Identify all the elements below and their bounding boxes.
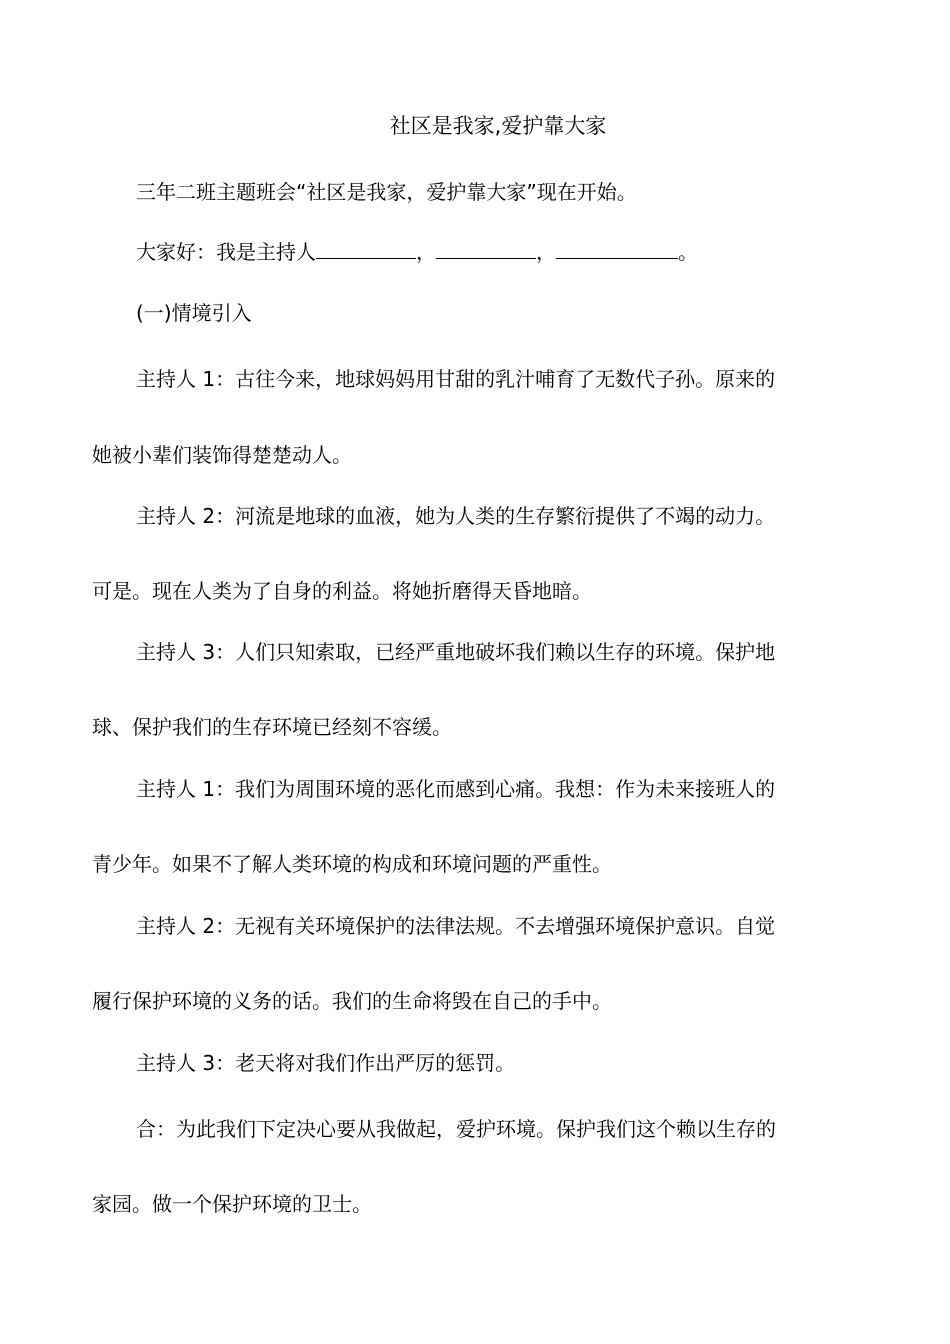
paragraph-line: 主持人 1：我们为周围环境的恶化而感到心痛。我想：作为未来接班人的 (136, 777, 776, 801)
host-name-blank-3 (556, 238, 678, 259)
paragraph-line: 可是。现在人类为了自身的利益。将她折磨得天昏地暗。 (92, 579, 592, 603)
paragraph-line: 主持人 3：老天将对我们作出严厉的惩罚。 (136, 1051, 516, 1075)
greeting-paragraph (136, 238, 698, 266)
paragraph-line: 主持人 2：河流是地球的血液，她为人类的生存繁衍提供了不竭的动力。 (136, 504, 776, 528)
document-title: 社区是我家,爱护靠大家 (389, 114, 607, 138)
paragraph-line: 家园。做一个保护环境的卫士。 (92, 1192, 372, 1216)
paragraph-line: 履行保护环境的义务的话。我们的生命将毁在自己的手中。 (92, 989, 612, 1013)
intro-paragraph: 三年二班主题班会“社区是我家，爱护靠大家”现在开始。 (136, 180, 637, 204)
greeting-comma-1: ， (416, 240, 436, 264)
paragraph-line: 她被小辈们装饰得楚楚动人。 (92, 443, 352, 467)
greeting-comma-2: ， (536, 240, 556, 264)
paragraph-line: 主持人 2：无视有关环境保护的法律法规。不去增强环境保护意识。自觉 (136, 914, 776, 938)
paragraph-line: 青少年。如果不了解人类环境的构成和环境问题的严重性。 (92, 852, 612, 876)
host-name-blank-1 (316, 238, 416, 259)
paragraph-line: 球、保护我们的生存环境已经刻不容缓。 (92, 715, 452, 739)
paragraph-line: 合：为此我们下定决心要从我做起，爱护环境。保护我们这个赖以生存的 (136, 1117, 776, 1141)
paragraph-line: 主持人 1：古往今来，地球妈妈用甘甜的乳汁哺育了无数代子孙。原来的 (136, 367, 776, 391)
host-name-blank-2 (436, 238, 536, 259)
greeting-prefix: 大家好：我是主持人 (136, 240, 316, 264)
paragraph-line: 主持人 3：人们只知索取，已经严重地破坏我们赖以生存的环境。保护地 (136, 640, 776, 664)
greeting-end: 。 (678, 240, 698, 264)
section-heading: (一)情境引入 (136, 301, 252, 325)
